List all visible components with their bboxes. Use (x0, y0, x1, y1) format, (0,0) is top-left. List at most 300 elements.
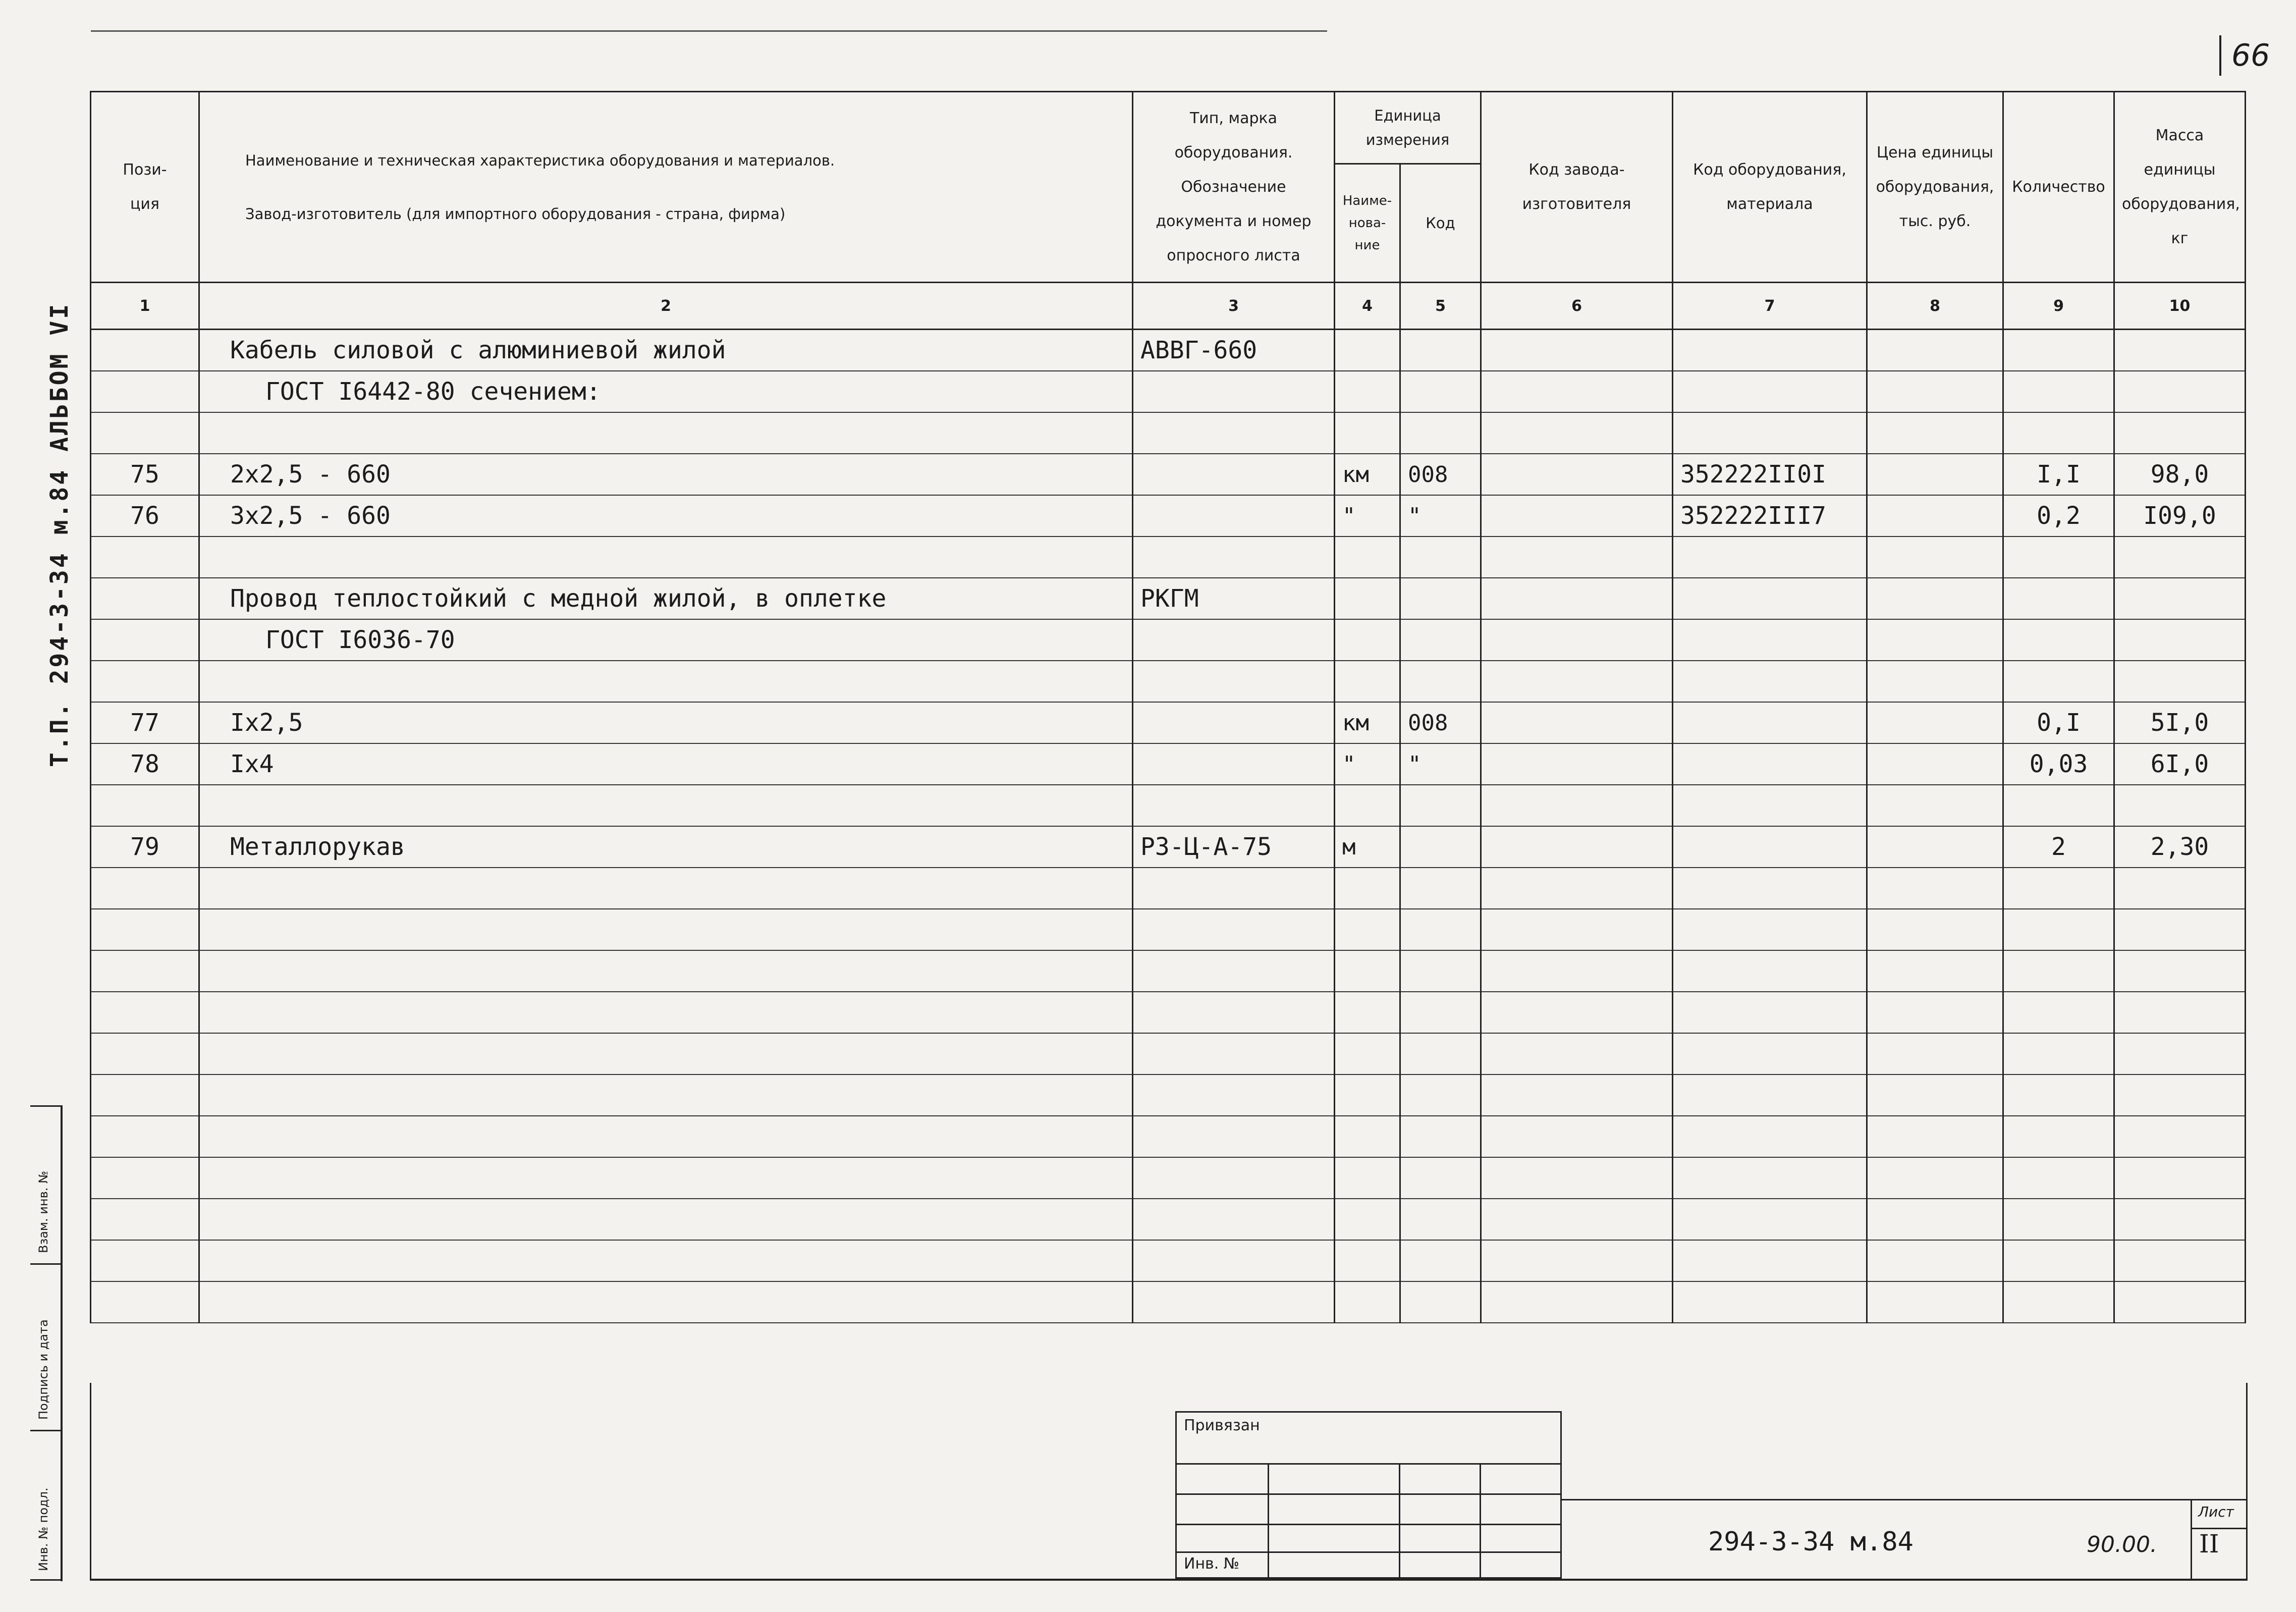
mass-cell (2114, 1281, 2246, 1323)
mass-cell (2114, 1033, 2246, 1074)
table-row (91, 868, 2246, 909)
unit-name-cell (1335, 992, 1400, 1033)
name-cell (199, 1157, 1133, 1199)
maker-code-cell (1481, 578, 1673, 619)
type-cell (1133, 661, 1335, 702)
equipment-code-cell (1673, 1116, 1867, 1157)
mass-cell: 6I,0 (2114, 743, 2246, 785)
equipment-code-cell (1673, 1074, 1867, 1116)
unit-code-cell (1400, 536, 1481, 578)
table-row (91, 1033, 2246, 1074)
mass-cell (2114, 619, 2246, 661)
unit-name-cell (1335, 371, 1400, 412)
header-mass: Масса единицы оборудования, кг (2114, 92, 2246, 283)
price-cell (1867, 702, 2003, 743)
price-cell (1867, 826, 2003, 868)
unit-name-cell (1335, 785, 1400, 826)
position-cell (91, 1074, 199, 1116)
type-cell: Р3-Ц-А-75 (1133, 826, 1335, 868)
side-stamp-cell (30, 1263, 61, 1431)
price-cell (1867, 909, 2003, 950)
side-stamp (30, 1105, 63, 1581)
price-cell (1867, 1116, 2003, 1157)
quantity-cell (2003, 661, 2114, 702)
type-cell (1133, 909, 1335, 950)
type-cell (1133, 454, 1335, 495)
mass-cell (2114, 578, 2246, 619)
mass-cell (2114, 909, 2246, 950)
equipment-code-cell (1673, 619, 1867, 661)
table-row (91, 909, 2246, 950)
side-stamp-label: Инв. № подл. (36, 1487, 50, 1571)
name-cell: 2х2,5 - 660 (199, 454, 1133, 495)
quantity-cell: 0,2 (2003, 495, 2114, 536)
type-cell (1133, 536, 1335, 578)
equipment-code-cell (1673, 950, 1867, 992)
unit-code-cell: " (1400, 495, 1481, 536)
name-cell (199, 1033, 1133, 1074)
equipment-code-cell (1673, 1240, 1867, 1281)
maker-code-cell (1481, 536, 1673, 578)
position-cell (91, 1199, 199, 1240)
position-cell (91, 785, 199, 826)
stamp-row-line (1177, 1463, 1560, 1465)
position-cell (91, 661, 199, 702)
type-cell (1133, 1240, 1335, 1281)
side-stamp-cell (30, 1107, 61, 1265)
unit-name-cell (1335, 1074, 1400, 1116)
table-header (91, 92, 2246, 330)
equipment-code-cell: 352222III7 (1673, 495, 1867, 536)
quantity-cell (2003, 1033, 2114, 1074)
unit-code-cell: " (1400, 743, 1481, 785)
mass-cell (2114, 661, 2246, 702)
name-cell (199, 1074, 1133, 1116)
maker-code-cell (1481, 826, 1673, 868)
quantity-cell (2003, 1116, 2114, 1157)
table-row (91, 495, 2246, 536)
mass-cell (2114, 412, 2246, 454)
maker-code-cell (1481, 909, 1673, 950)
quantity-cell (2003, 619, 2114, 661)
price-cell (1867, 661, 2003, 702)
unit-name-cell: м (1335, 826, 1400, 868)
page-number: 66 (2219, 35, 2275, 76)
type-cell (1133, 1074, 1335, 1116)
name-cell: Провод теплостойкий с медной жилой, в оплетке (199, 578, 1133, 619)
unit-name-cell (1335, 868, 1400, 909)
unit-name-cell (1335, 619, 1400, 661)
quantity-cell (2003, 536, 2114, 578)
stamp-row-line (1177, 1524, 1560, 1525)
name-cell (199, 1281, 1133, 1323)
maker-code-cell (1481, 1199, 1673, 1240)
position-cell (91, 1116, 199, 1157)
price-cell (1867, 495, 2003, 536)
equipment-code-cell (1673, 702, 1867, 743)
price-cell (1867, 1033, 2003, 1074)
price-cell (1867, 412, 2003, 454)
maker-code-cell (1481, 371, 1673, 412)
quantity-cell (2003, 1074, 2114, 1116)
type-cell (1133, 950, 1335, 992)
name-cell: Кабель силовой с алюминиевой жилой (199, 330, 1133, 371)
sheet-box (2191, 1500, 2246, 1580)
position-cell (91, 1157, 199, 1199)
type-cell (1133, 992, 1335, 1033)
unit-name-cell (1335, 536, 1400, 578)
unit-code-cell (1400, 1281, 1481, 1323)
column-number: 8 (1867, 283, 2003, 330)
quantity-cell (2003, 1240, 2114, 1281)
mass-cell: 5I,0 (2114, 702, 2246, 743)
unit-name-cell (1335, 1199, 1400, 1240)
mass-cell (2114, 1074, 2246, 1116)
unit-code-cell (1400, 868, 1481, 909)
mass-cell (2114, 950, 2246, 992)
table-body (91, 330, 2246, 1323)
quantity-cell: 0,03 (2003, 743, 2114, 785)
unit-code-cell: 008 (1400, 454, 1481, 495)
header-unit-name: Наиме-нова-ние (1335, 164, 1400, 283)
maker-code-cell (1481, 992, 1673, 1033)
header-unit-code: Код (1400, 164, 1481, 283)
type-cell (1133, 1116, 1335, 1157)
unit-name-cell (1335, 578, 1400, 619)
name-cell (199, 1116, 1133, 1157)
mass-cell: I09,0 (2114, 495, 2246, 536)
equipment-code-cell: 352222II0I (1673, 454, 1867, 495)
unit-name-cell: " (1335, 743, 1400, 785)
maker-code-cell (1481, 1157, 1673, 1199)
price-cell (1867, 619, 2003, 661)
equipment-code-cell (1673, 330, 1867, 371)
type-cell (1133, 1199, 1335, 1240)
title-block (90, 1383, 2248, 1581)
sheet-label: Лист (2198, 1503, 2234, 1520)
unit-code-cell (1400, 661, 1481, 702)
maker-code-cell (1481, 330, 1673, 371)
mass-cell: 98,0 (2114, 454, 2246, 495)
column-number: 3 (1133, 283, 1335, 330)
quantity-cell (2003, 785, 2114, 826)
name-cell (199, 785, 1133, 826)
position-cell (91, 1281, 199, 1323)
maker-code-cell (1481, 454, 1673, 495)
table-row (91, 661, 2246, 702)
quantity-cell (2003, 1281, 2114, 1323)
unit-code-cell (1400, 412, 1481, 454)
name-cell (199, 661, 1133, 702)
type-cell (1133, 868, 1335, 909)
unit-name-cell (1335, 330, 1400, 371)
name-cell (199, 536, 1133, 578)
table-row (91, 619, 2246, 661)
price-cell (1867, 1281, 2003, 1323)
maker-code-cell (1481, 1116, 1673, 1157)
header-price: Цена единицы оборудования, тыс. руб. (1867, 92, 2003, 283)
column-number: 6 (1481, 283, 1673, 330)
position-cell (91, 1033, 199, 1074)
price-cell (1867, 868, 2003, 909)
unit-name-cell: " (1335, 495, 1400, 536)
name-cell (199, 412, 1133, 454)
equipment-code-cell (1673, 1033, 1867, 1074)
position-cell (91, 619, 199, 661)
unit-code-cell (1400, 785, 1481, 826)
mass-cell (2114, 1157, 2246, 1199)
table-row (91, 1199, 2246, 1240)
quantity-cell (2003, 330, 2114, 371)
quantity-cell (2003, 371, 2114, 412)
name-cell (199, 868, 1133, 909)
album-side-title: Т.П. 294-3-34 м.84 АЛЬБОМ VI (45, 302, 74, 767)
column-number-row (91, 283, 2246, 330)
name-cell (199, 1199, 1133, 1240)
price-cell (1867, 785, 2003, 826)
maker-code-cell (1481, 1074, 1673, 1116)
column-number: 5 (1400, 283, 1481, 330)
price-cell (1867, 1157, 2003, 1199)
stamp-row-line (1177, 1551, 1560, 1553)
quantity-cell (2003, 1157, 2114, 1199)
table-row (91, 454, 2246, 495)
type-cell (1133, 1033, 1335, 1074)
table-row (91, 412, 2246, 454)
table-row (91, 1074, 2246, 1116)
maker-code-cell (1481, 868, 1673, 909)
table-row (91, 785, 2246, 826)
position-cell (91, 992, 199, 1033)
title-main (1562, 1499, 2246, 1579)
type-cell: РКГМ (1133, 578, 1335, 619)
type-cell (1133, 785, 1335, 826)
maker-code-cell (1481, 1281, 1673, 1323)
equipment-code-cell (1673, 868, 1867, 909)
binding-stamp (1175, 1411, 1562, 1579)
quantity-cell (2003, 1199, 2114, 1240)
header-unit-group: Единица измерения (1335, 92, 1481, 164)
unit-code-cell (1400, 1116, 1481, 1157)
price-cell (1867, 578, 2003, 619)
unit-code-cell (1400, 619, 1481, 661)
position-cell (91, 578, 199, 619)
mass-cell (2114, 1240, 2246, 1281)
type-cell (1133, 743, 1335, 785)
unit-code-cell (1400, 1157, 1481, 1199)
maker-code-cell (1481, 1033, 1673, 1074)
position-cell: 75 (91, 454, 199, 495)
unit-code-cell (1400, 992, 1481, 1033)
column-number: 9 (2003, 283, 2114, 330)
unit-name-cell (1335, 661, 1400, 702)
name-cell: 3х2,5 - 660 (199, 495, 1133, 536)
table-row (91, 950, 2246, 992)
name-cell: Iх2,5 (199, 702, 1133, 743)
stamp-col-line (1399, 1463, 1400, 1577)
sheet-number: II (2192, 1528, 2246, 1559)
maker-code-cell (1481, 950, 1673, 992)
type-cell (1133, 702, 1335, 743)
maker-code-cell (1481, 785, 1673, 826)
name-cell: ГОСТ I6036-70 (199, 619, 1133, 661)
price-cell (1867, 330, 2003, 371)
position-cell (91, 909, 199, 950)
table-row (91, 1281, 2246, 1323)
table-row (91, 1157, 2246, 1199)
unit-code-cell (1400, 909, 1481, 950)
quantity-cell (2003, 578, 2114, 619)
equipment-code-cell (1673, 578, 1867, 619)
mass-cell (2114, 1116, 2246, 1157)
position-cell (91, 371, 199, 412)
position-cell (91, 412, 199, 454)
type-cell (1133, 412, 1335, 454)
type-cell (1133, 371, 1335, 412)
maker-code-cell (1481, 495, 1673, 536)
table-row (91, 702, 2246, 743)
binding-label: Привязан (1184, 1417, 1260, 1434)
mass-cell (2114, 371, 2246, 412)
table-row (91, 578, 2246, 619)
table-row (91, 992, 2246, 1033)
mass-cell (2114, 330, 2246, 371)
unit-name-cell: км (1335, 454, 1400, 495)
column-number: 2 (199, 283, 1133, 330)
price-cell (1867, 536, 2003, 578)
price-cell (1867, 1199, 2003, 1240)
unit-name-cell (1335, 1116, 1400, 1157)
unit-code-cell (1400, 1033, 1481, 1074)
unit-name-cell: км (1335, 702, 1400, 743)
position-cell: 77 (91, 702, 199, 743)
table-row (91, 1240, 2246, 1281)
table-row (91, 371, 2246, 412)
equipment-code-cell (1673, 1281, 1867, 1323)
header-equipment-code: Код оборудования, материала (1673, 92, 1867, 283)
quantity-cell: I,I (2003, 454, 2114, 495)
column-number: 10 (2114, 283, 2246, 330)
name-cell (199, 992, 1133, 1033)
stamp-row-line (1177, 1493, 1560, 1495)
side-stamp-label: Подпись и дата (36, 1319, 50, 1420)
specification-table (90, 91, 2246, 1323)
price-cell (1867, 992, 2003, 1033)
mass-cell (2114, 536, 2246, 578)
header-name-line2: Завод-изготовитель (для импортного оборудования - страна, фирма) (245, 205, 786, 223)
quantity-cell (2003, 868, 2114, 909)
stamp-col-line (1480, 1463, 1481, 1577)
equipment-code-cell (1673, 785, 1867, 826)
unit-name-cell (1335, 909, 1400, 950)
header-name (199, 92, 1133, 283)
quantity-cell (2003, 992, 2114, 1033)
mass-cell (2114, 868, 2246, 909)
table-row (91, 536, 2246, 578)
header-position: Пози- ция (91, 92, 199, 283)
mass-cell: 2,30 (2114, 826, 2246, 868)
header-quantity: Количество (2003, 92, 2114, 283)
price-cell (1867, 743, 2003, 785)
maker-code-cell (1481, 661, 1673, 702)
maker-code-cell (1481, 412, 1673, 454)
name-cell: Iх4 (199, 743, 1133, 785)
document-code: 294-3-34 м.84 (1708, 1527, 1914, 1557)
table-row (91, 743, 2246, 785)
side-stamp-label: Взам. инв. № (36, 1171, 50, 1253)
equipment-code-cell (1673, 826, 1867, 868)
unit-code-cell (1400, 950, 1481, 992)
maker-code-cell (1481, 619, 1673, 661)
quantity-cell (2003, 909, 2114, 950)
position-cell (91, 536, 199, 578)
unit-name-cell (1335, 412, 1400, 454)
position-cell: 79 (91, 826, 199, 868)
position-cell (91, 330, 199, 371)
price-cell (1867, 950, 2003, 992)
inventory-label: Инв. № (1184, 1555, 1240, 1573)
table-row (91, 1116, 2246, 1157)
header-maker-code: Код завода-изготовителя (1481, 92, 1673, 283)
unit-code-cell (1400, 826, 1481, 868)
unit-code-cell (1400, 1199, 1481, 1240)
equipment-code-cell (1673, 371, 1867, 412)
mass-cell (2114, 992, 2246, 1033)
mass-cell (2114, 785, 2246, 826)
equipment-code-cell (1673, 992, 1867, 1033)
position-cell: 76 (91, 495, 199, 536)
unit-code-cell (1400, 578, 1481, 619)
equipment-code-cell (1673, 909, 1867, 950)
header-type: Тип, марка оборудования. Обозначение документа и номер опросного листа (1133, 92, 1335, 283)
price-cell (1867, 1240, 2003, 1281)
price-cell (1867, 1074, 2003, 1116)
name-cell: Металлорукав (199, 826, 1133, 868)
equipment-code-cell (1673, 661, 1867, 702)
type-cell (1133, 619, 1335, 661)
equipment-code-cell (1673, 1157, 1867, 1199)
unit-code-cell: 008 (1400, 702, 1481, 743)
equipment-code-cell (1673, 412, 1867, 454)
unit-code-cell (1400, 1074, 1481, 1116)
equipment-code-cell (1673, 536, 1867, 578)
name-cell: ГОСТ I6442-80 сечением: (199, 371, 1133, 412)
column-number: 7 (1673, 283, 1867, 330)
type-cell (1133, 495, 1335, 536)
side-stamp-cell (30, 1430, 61, 1581)
name-cell (199, 1240, 1133, 1281)
price-cell (1867, 371, 2003, 412)
table-row (91, 826, 2246, 868)
header-name-line1: Наименование и техническая характеристика оборудования и материалов. (245, 151, 835, 169)
column-number: 4 (1335, 283, 1400, 330)
unit-name-cell (1335, 1157, 1400, 1199)
unit-name-cell (1335, 1281, 1400, 1323)
mass-cell (2114, 1199, 2246, 1240)
unit-name-cell (1335, 950, 1400, 992)
position-cell (91, 1240, 199, 1281)
name-cell (199, 909, 1133, 950)
quantity-cell (2003, 950, 2114, 992)
table-row (91, 330, 2246, 371)
column-number: 1 (91, 283, 199, 330)
format-note: 90.00. (2087, 1532, 2157, 1557)
maker-code-cell (1481, 702, 1673, 743)
type-cell (1133, 1157, 1335, 1199)
equipment-code-cell (1673, 1199, 1867, 1240)
price-cell (1867, 454, 2003, 495)
name-cell (199, 950, 1133, 992)
